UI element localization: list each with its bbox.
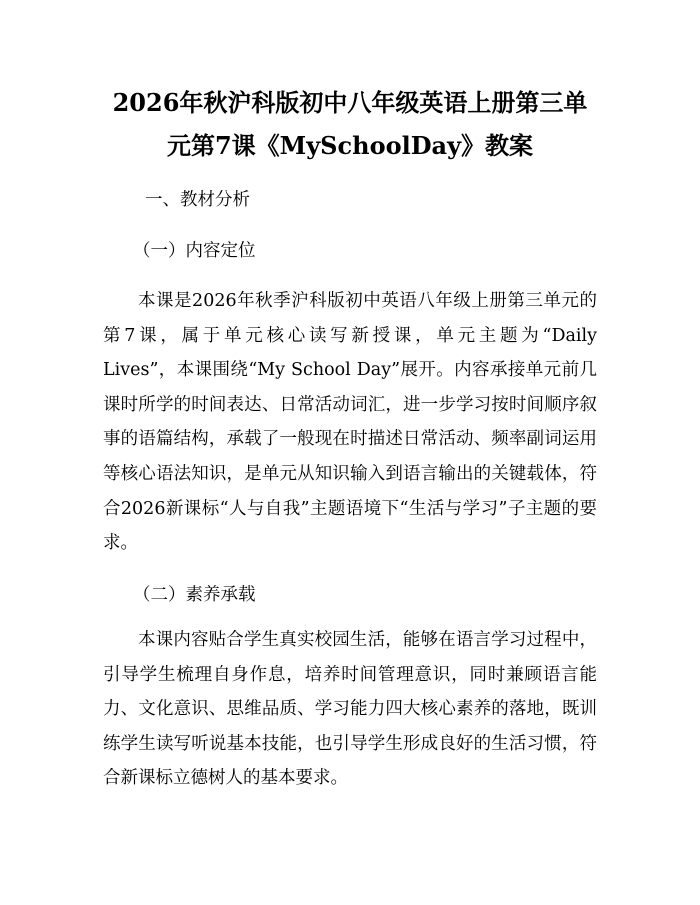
paragraph-literacy: 本课内容贴合学生真实校园生活，能够在语言学习过程中，引导学生梳理自身作息，培养时间管理意识，同时兼顾语言能力、文化意识、思维品质、学习能力四大核心素养的落地，既训练学生读写听说基本技能，也引导学生形成良好的生活习惯，符合新课标立德树人的基本要求。 xyxy=(103,630,597,789)
subsection-heading-content-positioning: （一）内容定位 xyxy=(133,241,256,261)
subsection-heading-literacy: （二）素养承载 xyxy=(133,585,256,605)
document-title-line-2: 元第7课《MySchoolDay》教案 xyxy=(166,131,534,160)
paragraph-content-positioning: 本课是2026年秋季沪科版初中英语八年级上册第三单元的第7课，属于单元核心读写新授课，单元主题为“Daily Lives”，本课围绕“My School Day”展开。内容承接单元前几课时所学的时间表达、日常活动词汇，进一步学习按时间顺序叙事的语篇结构，承载了一般现在时描述日常活动、频率副词运用等核心语法知识，是单元从知识输入到语言输出的关键载体，符合2026新课标“人与自我”主题语境下“生活与学习”子主题的要求。 xyxy=(103,291,597,554)
section-heading-textbook-analysis: 一、教材分析 xyxy=(145,190,250,210)
document-title-line-1: 2026年秋沪科版初中八年级英语上册第三单 xyxy=(112,88,588,117)
